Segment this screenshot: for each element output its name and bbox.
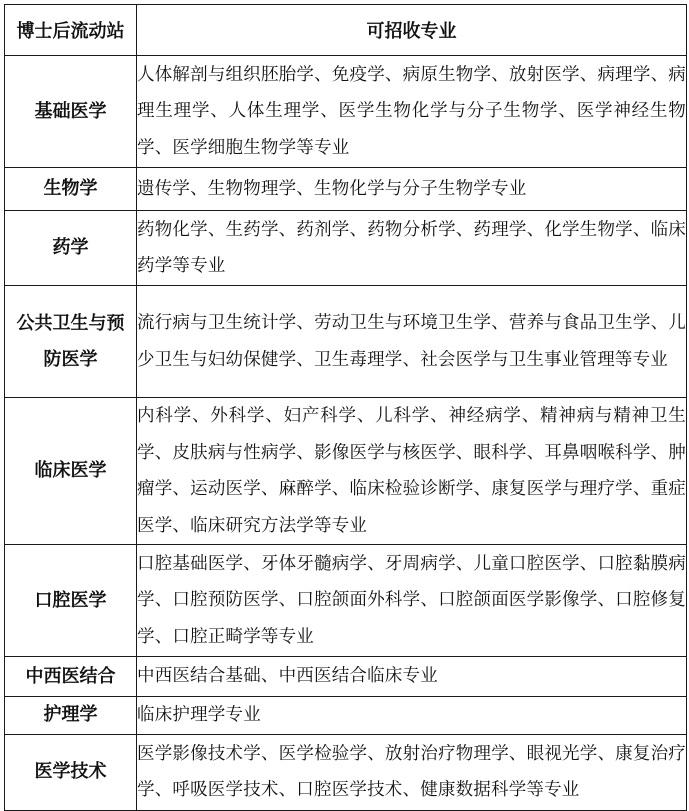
- table-row: [5, 734, 687, 810]
- majors-cell: 医学影像技术学、医学检验学、放射治疗物理学、眼视光学、康复治疗学、呼吸医学技术、口腔医学技术、健康数据科学等专业: [137, 734, 687, 810]
- table-row: [5, 697, 687, 735]
- table-row: [5, 168, 687, 211]
- table-row: [5, 545, 687, 657]
- station-cell: 公共卫生与预防医学: [5, 286, 137, 398]
- station-cell: 护理学: [5, 697, 137, 735]
- majors-cell: 药物化学、生药学、药剂学、药物分析学、药理学、化学生物学、临床药学等专业: [137, 211, 687, 286]
- station-cell: 中西医结合: [5, 657, 137, 697]
- majors-cell: 临床护理学专业: [137, 697, 687, 735]
- table-row: [5, 211, 687, 286]
- station-cell: 生物学: [5, 168, 137, 211]
- station-cell: 基础医学: [5, 56, 137, 168]
- majors-cell: 内科学、外科学、妇产科学、儿科学、神经病学、精神病与精神卫生学、皮肤病与性病学、影像医学与核医学、眼科学、耳鼻咽喉科学、肿瘤学、运动医学、麻醉学、临床检验诊断学、康复医学与理疗学、重症医学、临床研究方法学等专业: [137, 398, 687, 545]
- majors-cell: 中西医结合基础、中西医结合临床专业: [137, 657, 687, 697]
- station-cell: 药学: [5, 211, 137, 286]
- table-row: [5, 286, 687, 398]
- majors-cell: 人体解剖与组织胚胎学、免疫学、病原生物学、放射医学、病理学、病理生理学、人体生理学、医学生物化学与分子生物学、医学神经生物学、医学细胞生物学等专业: [137, 56, 687, 168]
- station-cell: 临床医学: [5, 398, 137, 545]
- station-cell: 医学技术: [5, 734, 137, 810]
- header-station: 博士后流动站: [5, 5, 137, 56]
- majors-cell: 口腔基础医学、牙体牙髓病学、牙周病学、儿童口腔医学、口腔黏膜病学、口腔预防医学、口腔颌面外科学、口腔颌面医学影像学、口腔修复学、口腔正畸学等专业: [137, 545, 687, 657]
- table-row: [5, 398, 687, 545]
- table-row: [5, 56, 687, 168]
- majors-cell: 遗传学、生物物理学、生物化学与分子生物学专业: [137, 168, 687, 211]
- table-row: [5, 657, 687, 697]
- postdoc-majors-table: [4, 4, 687, 811]
- header-row: [5, 5, 687, 56]
- station-cell: 口腔医学: [5, 545, 137, 657]
- header-majors: 可招收专业: [137, 5, 687, 56]
- majors-cell: 流行病与卫生统计学、劳动卫生与环境卫生学、营养与食品卫生学、儿少卫生与妇幼保健学、卫生毒理学、社会医学与卫生事业管理等专业: [137, 286, 687, 398]
